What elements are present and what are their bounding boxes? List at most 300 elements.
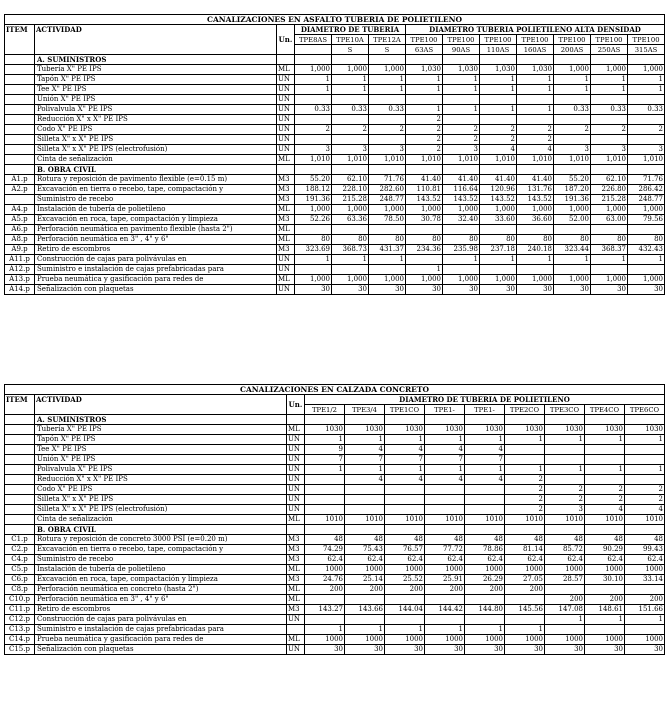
value-cell: 74.29 (305, 545, 345, 555)
table-row (5, 175, 665, 185)
item-code (5, 425, 35, 435)
value-cell: 1030 (385, 425, 425, 435)
activity-name: Perforación neumática en 3" , 4" y 6" (35, 235, 277, 245)
value-cell: 143.52 (406, 195, 443, 205)
value-cell: 1 (554, 75, 591, 85)
value-cell (625, 525, 665, 535)
unit-cell: UN (287, 495, 305, 505)
value-cell: 62.4 (505, 555, 545, 565)
value-cell: 1010 (625, 515, 665, 525)
value-cell: 237.18 (480, 245, 517, 255)
value-cell: 1,030 (517, 65, 554, 75)
item-cell (5, 415, 35, 425)
value-cell: 368.37 (591, 245, 628, 255)
value-cell: 80 (443, 235, 480, 245)
value-cell (443, 165, 480, 175)
activity-name: Rotura y reposición de pavimento flexible (e=0.15 m) (35, 175, 277, 185)
unit-cell: UN (277, 135, 295, 145)
item-cell (5, 55, 35, 65)
unit-cell (277, 55, 295, 65)
value-cell: 110.81 (406, 185, 443, 195)
value-cell: 148.61 (585, 605, 625, 615)
value-cell: 1,000 (554, 65, 591, 75)
value-cell (369, 135, 406, 145)
value-cell: 1,000 (369, 205, 406, 215)
activity-name: Excavación en roca, tape, compactación y limpieza (35, 215, 277, 225)
column-code-suffix: 250AS (591, 45, 628, 55)
value-cell: 1 (591, 255, 628, 265)
value-cell: 2 (480, 135, 517, 145)
value-cell: 282.60 (369, 185, 406, 195)
value-cell: 2 (591, 125, 628, 135)
value-cell (385, 485, 425, 495)
column-code: TPE100 (443, 35, 480, 45)
unit-column-header: Un. (287, 395, 305, 415)
value-cell: 323.69 (295, 245, 332, 255)
activity-name: Suministro e instalación de cajas prefabricadas para (35, 265, 277, 275)
column-code: TPE100 (628, 35, 665, 45)
column-code-suffix: 160AS (517, 45, 554, 55)
value-cell (406, 255, 443, 265)
value-cell: 1 (443, 75, 480, 85)
value-cell: 0.33 (591, 105, 628, 115)
value-cell: 187.20 (554, 185, 591, 195)
value-cell: 3 (628, 145, 665, 155)
item-code (5, 135, 35, 145)
value-cell: 32.40 (443, 215, 480, 225)
value-cell: 25.52 (385, 575, 425, 585)
table-row (5, 515, 665, 525)
value-cell: 1 (425, 435, 465, 445)
value-cell (295, 115, 332, 125)
value-cell: 2 (406, 145, 443, 155)
item-code: A1.p (5, 175, 35, 185)
item-code (5, 145, 35, 155)
value-cell (545, 475, 585, 485)
value-cell: 144.42 (425, 605, 465, 615)
value-cell: 116.64 (443, 185, 480, 195)
table-row (5, 565, 665, 575)
value-cell: 1010 (305, 515, 345, 525)
column-code: TPE12A (369, 35, 406, 45)
item-code: C13.p (5, 625, 35, 635)
item-code: C1.p (5, 535, 35, 545)
value-cell (305, 475, 345, 485)
value-cell: 30 (406, 285, 443, 295)
column-code: TPE3CO (545, 405, 585, 415)
value-cell: 1 (628, 75, 665, 85)
value-cell: 28.57 (545, 575, 585, 585)
value-cell: 4 (385, 445, 425, 455)
value-cell (628, 225, 665, 235)
value-cell (480, 55, 517, 65)
value-cell (425, 525, 465, 535)
value-cell: 7 (465, 455, 505, 465)
value-cell: 63.36 (332, 215, 369, 225)
value-cell: 1 (585, 615, 625, 625)
table-row (5, 115, 665, 125)
value-cell (425, 505, 465, 515)
value-cell: 143.66 (345, 605, 385, 615)
table-row (5, 85, 665, 95)
item-code (5, 65, 35, 75)
value-cell: 41.40 (443, 175, 480, 185)
value-cell: 30 (545, 645, 585, 655)
unit-cell: M3 (277, 195, 295, 205)
value-cell (406, 55, 443, 65)
item-code (5, 125, 35, 135)
value-cell: 1 (465, 465, 505, 475)
value-cell: 62.4 (345, 555, 385, 565)
value-cell: 1000 (425, 635, 465, 645)
value-cell: 0.33 (628, 105, 665, 115)
activity-name: Tubería X" PE IPS (35, 65, 277, 75)
value-cell (517, 95, 554, 105)
value-cell: 4 (385, 475, 425, 485)
value-cell: 1 (443, 255, 480, 265)
value-cell (625, 415, 665, 425)
table-row (5, 615, 665, 625)
column-code: TPE1- (465, 405, 505, 415)
value-cell: 80 (332, 235, 369, 245)
column-code-suffix: 63AS (406, 45, 443, 55)
value-cell: 2 (505, 475, 545, 485)
value-cell: 24.76 (305, 575, 345, 585)
unit-cell (277, 165, 295, 175)
value-cell: 30 (385, 645, 425, 655)
activity-name: Tapón X" PE IPS (35, 435, 287, 445)
value-cell (443, 95, 480, 105)
value-cell: 1000 (545, 635, 585, 645)
value-cell: 1,000 (406, 275, 443, 285)
unit-cell: M3 (287, 555, 305, 565)
value-cell (628, 115, 665, 125)
section-heading: B. OBRA CIVIL (35, 165, 277, 175)
value-cell: 1000 (345, 565, 385, 575)
item-code: A11.p (5, 255, 35, 265)
column-code: TPE10A (332, 35, 369, 45)
value-cell (443, 265, 480, 275)
value-cell (425, 415, 465, 425)
table-row (5, 245, 665, 255)
value-cell: 1 (369, 255, 406, 265)
value-cell: 1 (545, 465, 585, 475)
value-cell: 26.29 (465, 575, 505, 585)
value-cell (465, 495, 505, 505)
value-cell: 1010 (545, 515, 585, 525)
value-cell: 1 (625, 615, 665, 625)
unit-cell (287, 525, 305, 535)
value-cell: 7 (425, 455, 465, 465)
section-row (5, 55, 665, 65)
value-cell (345, 415, 385, 425)
value-cell: 30 (369, 285, 406, 295)
concrete-polyethylene-table (4, 384, 665, 655)
value-cell: 1,000 (295, 65, 332, 75)
unit-cell: ML (277, 275, 295, 285)
value-cell (591, 95, 628, 105)
value-cell: 0.33 (332, 105, 369, 115)
item-code: A12.p (5, 265, 35, 275)
value-cell: 1,010 (443, 155, 480, 165)
value-cell (369, 95, 406, 105)
value-cell: 144.04 (385, 605, 425, 615)
unit-cell: UN (287, 485, 305, 495)
value-cell: 228.10 (332, 185, 369, 195)
value-cell (425, 485, 465, 495)
table-row (5, 475, 665, 485)
item-cell (5, 165, 35, 175)
value-cell: 7 (385, 455, 425, 465)
value-cell: 2 (505, 505, 545, 515)
activity-name: Polivalvula X" PE IPS (35, 465, 287, 475)
value-cell: 30 (345, 645, 385, 655)
value-cell: 62.4 (425, 555, 465, 565)
value-cell: 30 (625, 645, 665, 655)
section-heading: B. OBRA CIVIL (35, 525, 287, 535)
value-cell: 1 (505, 625, 545, 635)
value-cell: 7 (345, 455, 385, 465)
activity-column-header: ACTIVIDAD (35, 395, 287, 415)
value-cell (554, 55, 591, 65)
unit-cell: M3 (287, 535, 305, 545)
pipe-diameter-group-header: DIAMETRO DE TUBERIA DE POLIETILENO (305, 395, 665, 405)
value-cell: 145.56 (505, 605, 545, 615)
value-cell (628, 135, 665, 145)
value-cell (585, 445, 625, 455)
value-cell: 143.52 (443, 195, 480, 205)
value-cell: 2 (517, 135, 554, 145)
value-cell: 131.76 (517, 185, 554, 195)
value-cell: 7 (305, 455, 345, 465)
activity-name: Tee X" PE IPS (35, 85, 277, 95)
value-cell: 1000 (385, 635, 425, 645)
unit-cell: M3 (277, 245, 295, 255)
value-cell: 1,010 (295, 155, 332, 165)
table-row (5, 595, 665, 605)
value-cell: 80 (406, 235, 443, 245)
value-cell: 1 (406, 85, 443, 95)
item-code: C4.p (5, 555, 35, 565)
value-cell: 1000 (465, 565, 505, 575)
value-cell: 1030 (545, 425, 585, 435)
value-cell: 1 (517, 75, 554, 85)
value-cell: 1,010 (591, 155, 628, 165)
value-cell: 191.36 (295, 195, 332, 205)
value-cell: 3 (332, 145, 369, 155)
value-cell: 80 (369, 235, 406, 245)
table-row (5, 215, 665, 225)
activity-name: Perforación neumática en concreto (hasta 2") (35, 585, 287, 595)
item-code: A6.p (5, 225, 35, 235)
value-cell: 2 (406, 125, 443, 135)
activity-name: Reducción X" x X" PE IPS (35, 115, 277, 125)
value-cell: 1,010 (406, 155, 443, 165)
value-cell (591, 225, 628, 235)
value-cell: 200 (505, 585, 545, 595)
unit-cell: M3 (287, 605, 305, 615)
value-cell: 1,000 (554, 275, 591, 285)
value-cell (385, 415, 425, 425)
value-cell: 52.00 (554, 215, 591, 225)
value-cell (332, 115, 369, 125)
value-cell: 1 (345, 625, 385, 635)
value-cell: 78.50 (369, 215, 406, 225)
value-cell (625, 625, 665, 635)
value-cell: 62.4 (305, 555, 345, 565)
value-cell (554, 265, 591, 275)
section-row (5, 165, 665, 175)
table-row (5, 155, 665, 165)
value-cell (517, 115, 554, 125)
value-cell: 30.78 (406, 215, 443, 225)
value-cell: 1 (305, 625, 345, 635)
activity-name: Unión X" PE IPS (35, 95, 277, 105)
value-cell: 27.05 (505, 575, 545, 585)
column-code: TPE100 (591, 35, 628, 45)
value-cell: 80 (591, 235, 628, 245)
value-cell: 48 (385, 535, 425, 545)
value-cell: 235.98 (443, 245, 480, 255)
value-cell: 1,000 (369, 275, 406, 285)
value-cell: 1 (480, 75, 517, 85)
value-cell (385, 495, 425, 505)
activity-name: Excavación en tierra o recebo, tape, compactación y (35, 185, 277, 195)
value-cell: 48 (465, 535, 505, 545)
value-cell: 1 (369, 85, 406, 95)
value-cell: 2 (406, 115, 443, 125)
value-cell (305, 505, 345, 515)
value-cell: 248.77 (628, 195, 665, 205)
value-cell: 432.43 (628, 245, 665, 255)
value-cell: 0.33 (369, 105, 406, 115)
value-cell (443, 55, 480, 65)
value-cell: 1000 (625, 635, 665, 645)
column-code-suffix: 90AS (443, 45, 480, 55)
value-cell: 48 (585, 535, 625, 545)
table-row (5, 445, 665, 455)
value-cell (480, 95, 517, 105)
value-cell: 33.60 (480, 215, 517, 225)
value-cell (625, 475, 665, 485)
item-code: A8.p (5, 235, 35, 245)
activity-name: Señalización con plaquetas (35, 285, 277, 295)
table-row (5, 495, 665, 505)
activity-name: Instalación de tubería de polietileno (35, 205, 277, 215)
value-cell: 226.80 (591, 185, 628, 195)
value-cell: 1 (295, 255, 332, 265)
value-cell: 1 (585, 465, 625, 475)
value-cell (345, 485, 385, 495)
unit-cell: UN (287, 435, 305, 445)
value-cell: 1 (585, 435, 625, 445)
unit-cell: M3 (277, 175, 295, 185)
item-code (5, 155, 35, 165)
value-cell: 78.86 (465, 545, 505, 555)
unit-cell: ML (287, 565, 305, 575)
value-cell: 1,000 (332, 275, 369, 285)
value-cell (517, 165, 554, 175)
activity-name: Prueba neumática y gasificación para redes de (35, 275, 277, 285)
table-row (5, 265, 665, 275)
item-code (5, 195, 35, 205)
value-cell (591, 55, 628, 65)
value-cell: 1 (443, 105, 480, 115)
value-cell: 191.36 (554, 195, 591, 205)
value-cell: 1 (385, 435, 425, 445)
value-cell: 286.42 (628, 185, 665, 195)
value-cell: 1010 (425, 515, 465, 525)
table-row (5, 195, 665, 205)
value-cell: 1 (295, 85, 332, 95)
item-code: C10.p (5, 595, 35, 605)
value-cell: 1 (480, 255, 517, 265)
value-cell: 1,000 (443, 205, 480, 215)
value-cell: 1 (517, 105, 554, 115)
value-cell: 55.20 (295, 175, 332, 185)
value-cell: 1 (554, 255, 591, 265)
table-row (5, 555, 665, 565)
value-cell: 62.4 (385, 555, 425, 565)
value-cell: 1000 (305, 635, 345, 645)
value-cell: 63.00 (591, 215, 628, 225)
value-cell: 62.4 (585, 555, 625, 565)
value-cell: 200 (345, 585, 385, 595)
value-cell: 30 (554, 285, 591, 295)
table-row (5, 255, 665, 265)
value-cell: 1 (305, 435, 345, 445)
activity-name: Tapón X" PE IPS (35, 75, 277, 85)
unit-cell: ML (287, 635, 305, 645)
unit-cell (287, 415, 305, 425)
column-code: TPE1CO (385, 405, 425, 415)
value-cell: 36.60 (517, 215, 554, 225)
unit-cell: UN (277, 115, 295, 125)
table-row (5, 95, 665, 105)
value-cell (628, 95, 665, 105)
item-code: C5.p (5, 565, 35, 575)
unit-cell: ML (277, 225, 295, 235)
table-title: CANALIZACIONES EN ASFALTO TUBERIA DE POLIETILENO (5, 15, 665, 25)
value-cell: 1,000 (517, 275, 554, 285)
value-cell (295, 135, 332, 145)
value-cell: 1030 (305, 425, 345, 435)
value-cell (480, 225, 517, 235)
value-cell: 1 (554, 85, 591, 95)
value-cell: 1,000 (554, 205, 591, 215)
value-cell: 1030 (585, 425, 625, 435)
value-cell: 1 (425, 465, 465, 475)
item-code (5, 115, 35, 125)
value-cell: 1,000 (332, 205, 369, 215)
item-code (5, 515, 35, 525)
activity-name: Perforación neumática en pavimento flexible (hasta 2") (35, 225, 277, 235)
value-cell: 1 (465, 625, 505, 635)
item-code (5, 95, 35, 105)
table-row (5, 485, 665, 495)
item-code (5, 75, 35, 85)
item-column-header: ITEM (5, 395, 35, 415)
unit-column-header: Un. (277, 25, 295, 55)
table-row (5, 285, 665, 295)
activity-name: Silleta X" x X" PE IPS (electrofusión) (35, 505, 287, 515)
column-code: TPE6CO (625, 405, 665, 415)
value-cell: 323.44 (554, 245, 591, 255)
value-cell: 120.96 (480, 185, 517, 195)
value-cell: 3 (554, 145, 591, 155)
column-code-suffix: S (332, 45, 369, 55)
activity-name: Codo X" PE IPS (35, 485, 287, 495)
